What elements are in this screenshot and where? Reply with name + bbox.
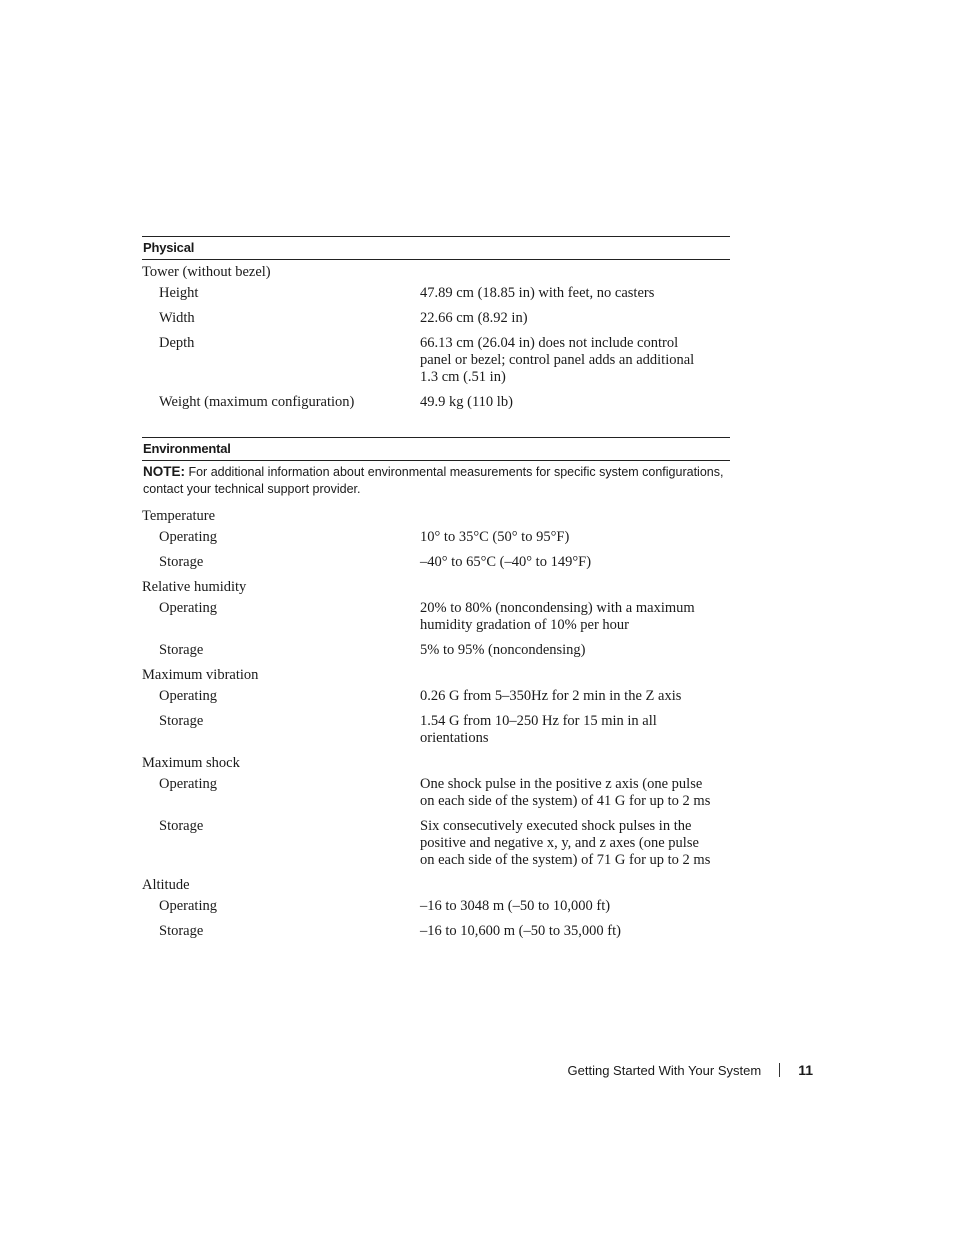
spec-row bbox=[142, 281, 730, 306]
page-number: 11 bbox=[798, 1062, 813, 1078]
spec-value: 47.89 cm (18.85 in) with feet, no casters bbox=[420, 285, 655, 301]
spec-row bbox=[142, 814, 730, 873]
spec-label: Storage bbox=[159, 818, 204, 834]
spec-label: Operating bbox=[159, 776, 217, 792]
footer-separator bbox=[779, 1063, 780, 1077]
spec-value: 49.9 kg (110 lb) bbox=[420, 394, 513, 410]
spec-label: Operating bbox=[159, 600, 217, 616]
note-text: For additional information about environmental measurements for specific system configurations, contact your technical support provider. bbox=[143, 465, 724, 496]
group-title: Altitude bbox=[142, 877, 190, 893]
spec-label: Storage bbox=[159, 923, 204, 939]
spec-value: –16 to 3048 m (–50 to 10,000 ft) bbox=[420, 898, 611, 914]
spec-label: Storage bbox=[159, 554, 204, 570]
group-title: Relative humidity bbox=[142, 579, 247, 595]
spec-value: 5% to 95% (noncondensing) bbox=[420, 642, 586, 658]
group-title: Temperature bbox=[142, 508, 216, 524]
spec-row bbox=[142, 684, 730, 709]
spec-label: Height bbox=[159, 285, 199, 301]
spec-label: Depth bbox=[159, 335, 195, 351]
page-footer bbox=[560, 1062, 820, 1078]
spec-label: Storage bbox=[159, 713, 204, 729]
spec-row bbox=[142, 919, 730, 944]
spec-value: 22.66 cm (8.92 in) bbox=[420, 310, 528, 326]
spec-value: 66.13 cm (26.04 in) does not include control panel or bezel; control panel adds an additional 1.3 cm (.51 in) bbox=[420, 335, 695, 385]
environmental-groups bbox=[142, 504, 730, 944]
spec-row bbox=[142, 894, 730, 919]
spec-row bbox=[142, 390, 730, 415]
group-title: Maximum vibration bbox=[142, 667, 259, 683]
spec-value: 1.54 G from 10–250 Hz for 15 min in all orientations bbox=[420, 713, 657, 746]
spec-label: Storage bbox=[159, 642, 204, 658]
spec-table bbox=[142, 236, 730, 944]
section-header-environmental: Environmental bbox=[142, 437, 730, 461]
spec-row bbox=[142, 306, 730, 331]
spec-value: 10° to 35°C (50° to 95°F) bbox=[420, 529, 570, 545]
spec-row bbox=[142, 638, 730, 663]
spec-value: 0.26 G from 5–350Hz for 2 min in the Z axis bbox=[420, 688, 682, 704]
spec-row bbox=[142, 709, 730, 751]
spec-label: Width bbox=[159, 310, 195, 326]
note bbox=[142, 461, 730, 504]
spec-value: –40° to 65°C (–40° to 149°F) bbox=[420, 554, 592, 570]
group-title: Maximum shock bbox=[142, 755, 240, 771]
section-gap bbox=[142, 415, 730, 437]
spec-row bbox=[142, 772, 730, 814]
spec-row bbox=[142, 550, 730, 575]
spec-value: Six consecutively executed shock pulses in the positive and negative x, y, and z axes (one pulse on each side of the system) of 71 G for up to 2 ms bbox=[420, 818, 711, 868]
spec-label: Operating bbox=[159, 898, 217, 914]
spec-label: Operating bbox=[159, 529, 217, 545]
spec-label: Weight (maximum configuration) bbox=[159, 394, 355, 410]
spec-value: 20% to 80% (noncondensing) with a maximum humidity gradation of 10% per hour bbox=[420, 600, 695, 633]
spec-value: One shock pulse in the positive z axis (one pulse on each side of the system) of 41 G for up to 2 ms bbox=[420, 776, 711, 809]
note-label: NOTE: bbox=[143, 464, 185, 479]
spec-row bbox=[142, 525, 730, 550]
group-title: Tower (without bezel) bbox=[142, 264, 271, 280]
section-header-physical: Physical bbox=[142, 236, 730, 260]
physical-groups bbox=[142, 260, 730, 415]
spec-label: Operating bbox=[159, 688, 217, 704]
footer-title: Getting Started With Your System bbox=[567, 1062, 762, 1078]
spec-row bbox=[142, 331, 730, 390]
spec-value: –16 to 10,600 m (–50 to 35,000 ft) bbox=[420, 923, 621, 939]
spec-row bbox=[142, 596, 730, 638]
